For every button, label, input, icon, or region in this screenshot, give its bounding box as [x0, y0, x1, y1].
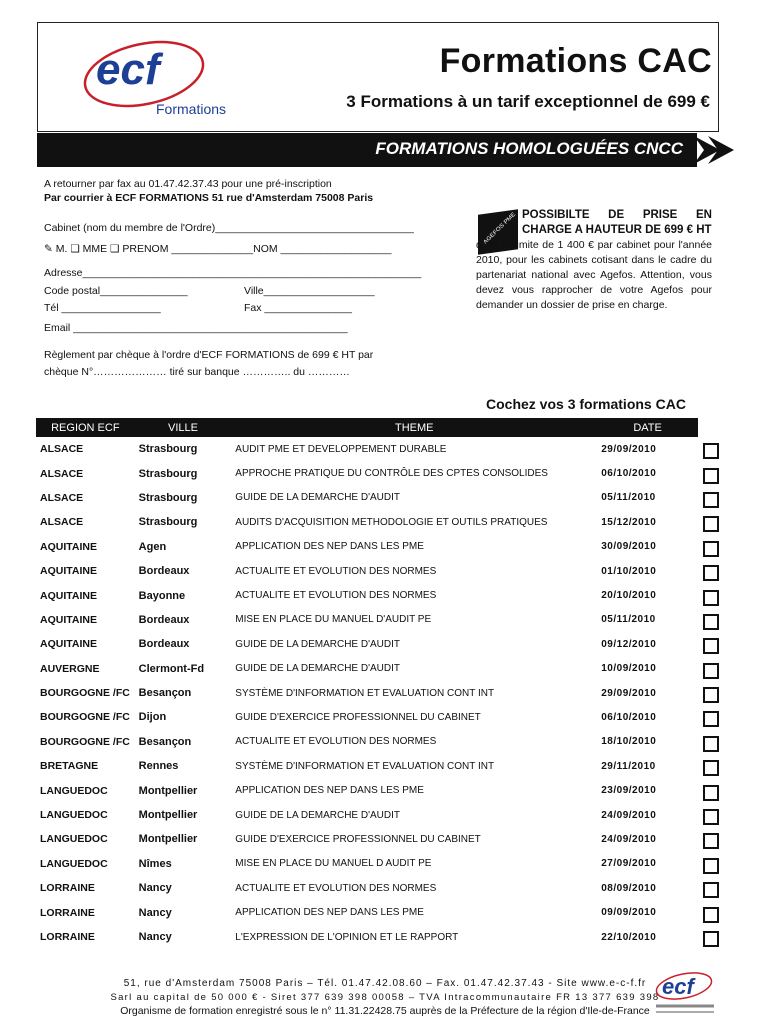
row-date: 30/09/2010 [601, 541, 657, 553]
city-field[interactable]: Ville___________________ [244, 285, 375, 297]
row-ville: Montpellier [138, 833, 198, 846]
row-ville: Strasbourg [138, 443, 198, 456]
row-theme: MISE EN PLACE DU MANUEL D AUDIT PE [235, 858, 432, 870]
funding-text: dans la limite de 1 400 € par cabinet pour l'année 2010, pour les cabinets cotisant dans le cadre du partenariat national avec Agefos. Attention, vous devez vous rapprocher de votre Agefos pour demander un dossier de prise en charge. [476, 239, 712, 311]
row-theme: MISE EN PLACE DU MANUEL D'AUDIT PE [235, 614, 432, 626]
row-region: BOURGOGNE /FC [40, 711, 130, 724]
row-region: ALSACE [40, 491, 84, 504]
row-ville: Montpellier [138, 784, 198, 797]
instruction-mail: Par courrier à ECF FORMATIONS 51 rue d'Amsterdam 75008 Paris [44, 192, 374, 204]
row-region: BOURGOGNE /FC [40, 735, 130, 748]
row-region: LANGUEDOC [40, 857, 108, 870]
table-row [36, 900, 698, 924]
select-checkbox[interactable] [703, 833, 719, 849]
row-date: 20/10/2010 [601, 590, 657, 602]
row-date: 29/11/2010 [601, 760, 656, 772]
row-region: AQUITAINE [40, 589, 97, 602]
address-field[interactable]: Adresse__________________________________________________________ [44, 267, 422, 279]
row-theme: GUIDE DE LA DEMARCHE D'AUDIT [235, 492, 401, 504]
row-region: LORRAINE [40, 931, 95, 943]
row-ville: Bordeaux [138, 613, 190, 626]
row-region: AQUITAINE [40, 565, 97, 578]
col-date: DATE [597, 418, 698, 437]
page-subtitle: 3 Formations à un tarif exceptionnel de 699 € [346, 92, 710, 111]
footer-address: 51, rue d'Amsterdam 75008 Paris – Tél. 01.47.42.08.60 – Fax. 01.47.42.37.43 - Site www.e-c-f.fr [123, 978, 647, 989]
row-region: LANGUEDOC [40, 784, 108, 797]
civility-name-field[interactable] [44, 241, 392, 258]
phone-field[interactable]: Tél _________________ [44, 302, 161, 314]
email-field[interactable]: Email _______________________________________________ [44, 322, 348, 334]
table-row [36, 778, 698, 802]
table-header-row [36, 418, 698, 437]
fax-field[interactable]: Fax _______________ [244, 302, 353, 314]
row-region: BOURGOGNE /FC [40, 687, 130, 700]
row-theme: ACTUALITE ET EVOLUTION DES NORMES [235, 590, 437, 602]
row-date: 09/12/2010 [601, 638, 657, 650]
row-date: 22/10/2010 [601, 931, 657, 943]
row-theme: GUIDE DE LA DEMARCHE D'AUDIT [235, 638, 401, 650]
select-checkbox[interactable] [703, 687, 719, 703]
select-checkbox[interactable] [703, 858, 719, 874]
row-theme: ACTUALITE ET EVOLUTION DES NORMES [235, 565, 437, 577]
row-date: 10/09/2010 [601, 663, 657, 675]
row-theme: APPLICATION DES NEP DANS LES PME [235, 541, 424, 553]
table-row [36, 754, 698, 778]
select-checkbox[interactable] [703, 882, 719, 898]
row-ville: Rennes [138, 760, 179, 773]
select-checkbox[interactable] [703, 443, 719, 459]
row-ville: Nancy [138, 931, 172, 943]
table-row [36, 632, 698, 656]
payment-line-2[interactable]: chèque N°………………… tiré sur banque ………….. du ………… [44, 366, 350, 378]
row-date: 24/09/2010 [601, 833, 657, 845]
row-ville: Bordeaux [138, 565, 190, 578]
row-theme: GUIDE DE LA DEMARCHE D'AUDIT [235, 663, 401, 675]
select-checkbox[interactable] [703, 760, 719, 776]
row-date: 06/10/2010 [601, 468, 657, 480]
row-theme: GUIDE DE LA DEMARCHE D'AUDIT [235, 809, 401, 821]
row-date: 06/10/2010 [601, 711, 657, 723]
select-checkbox[interactable] [703, 638, 719, 654]
select-checkbox[interactable] [703, 931, 719, 947]
row-region: AUVERGNE [40, 662, 100, 675]
select-checkbox[interactable] [703, 736, 719, 752]
row-theme: APPROCHE PRATIQUE DU CONTRÔLE DES CPTES CONSOLIDES [235, 468, 548, 480]
select-checkbox[interactable] [703, 711, 719, 727]
payment-line-1: Règlement par chèque à l'ordre d'ECF FORMATIONS de 699 € HT par [44, 349, 374, 361]
row-ville: Agen [138, 540, 167, 553]
table-row [36, 437, 698, 461]
row-date: 15/12/2010 [601, 516, 657, 528]
row-ville: Clermont-Fd [138, 662, 205, 675]
table-row [36, 730, 698, 754]
row-ville: Nancy [138, 906, 172, 919]
row-ville: Strasbourg [138, 516, 198, 529]
row-region: AQUITAINE [40, 638, 97, 651]
select-checkbox[interactable] [703, 590, 719, 606]
table-row [36, 461, 698, 485]
table-row [36, 510, 698, 534]
select-checkbox[interactable] [703, 565, 719, 581]
logo-text: ecf [96, 45, 160, 94]
instruction-fax: A retourner par fax au 01.47.42.37.43 pour une pré-inscription [44, 178, 332, 190]
row-theme: GUIDE D'EXERCICE PROFESSIONNEL DU CABINET [235, 833, 481, 845]
select-checkbox[interactable] [703, 516, 719, 532]
table-row [36, 852, 698, 876]
footer-logo-text: ecf [662, 974, 694, 999]
band-label: FORMATIONS HOMOLOGUÉES CNCC [375, 139, 683, 158]
row-theme: L'EXPRESSION DE L'OPINION ET LE RAPPORT [235, 931, 459, 943]
row-ville: Nancy [138, 882, 172, 895]
row-date: 01/10/2010 [601, 565, 657, 577]
row-theme: APPLICATION DES NEP DANS LES PME [235, 907, 424, 919]
row-theme: SYSTÈME D'INFORMATION ET EVALUATION CONT INT [235, 687, 495, 699]
table-row [36, 827, 698, 851]
col-theme: THEME [231, 418, 597, 437]
col-ville: VILLE [135, 418, 232, 437]
select-checkbox[interactable] [703, 809, 719, 825]
row-theme: ACTUALITE ET EVOLUTION DES NORMES [235, 882, 437, 894]
civility-label: M. ❑ MME ❑ PRENOM ______________NOM ___________________ [55, 243, 392, 255]
footer-ecf-logo [650, 968, 720, 1018]
table-row [36, 583, 698, 607]
select-checkbox[interactable] [703, 492, 719, 508]
footer-registration: Organisme de formation enregistré sous le n° 11.31.22428.75 auprès de la Préfecture de la région d'Ile-de-France [120, 1005, 650, 1017]
row-date: 29/09/2010 [601, 687, 657, 699]
footer-legal: Sarl au capital de 50 000 € - Siret 377 639 398 00058 – TVA Intracommunautaire FR 13 377 639 398 [110, 992, 660, 1003]
row-theme: SYSTÈME D'INFORMATION ET EVALUATION CONT INT [235, 760, 495, 772]
row-region: ALSACE [40, 516, 84, 529]
logo-subtext: Formations [156, 101, 227, 117]
table-row [36, 657, 698, 681]
row-date: 05/11/2010 [601, 614, 656, 626]
arrow-right-icon [690, 130, 734, 170]
select-checkbox[interactable] [703, 907, 719, 923]
row-ville: Strasbourg [138, 491, 198, 504]
table-row [36, 608, 698, 632]
stamp-text: AGEFOS PME [482, 211, 517, 246]
row-ville: Besançon [138, 687, 192, 700]
col-region: REGION ECF [36, 418, 135, 437]
table-row [36, 803, 698, 827]
table-row [36, 925, 698, 949]
select-checkbox[interactable] [703, 785, 719, 801]
select-checkbox[interactable] [703, 468, 719, 484]
table-row [36, 681, 698, 705]
row-region: AQUITAINE [40, 540, 97, 553]
row-date: 23/09/2010 [601, 785, 657, 797]
row-theme: AUDIT PME ET DEVELOPPEMENT DURABLE [235, 443, 447, 455]
select-checkbox[interactable] [703, 541, 719, 557]
training-table [36, 418, 698, 949]
row-date: 05/11/2010 [601, 492, 656, 504]
select-checkbox[interactable] [703, 663, 719, 679]
row-date: 27/09/2010 [601, 858, 657, 870]
row-region: LORRAINE [40, 906, 95, 919]
postal-code-field[interactable]: Code postal_______________ [44, 285, 188, 297]
row-region: BRETAGNE [40, 760, 99, 773]
row-date: 09/09/2010 [601, 907, 657, 919]
row-ville: Besançon [138, 735, 192, 748]
pen-icon: ✎ [44, 243, 53, 255]
row-date: 24/09/2010 [601, 809, 657, 821]
table-row [36, 559, 698, 583]
ecf-logo [82, 28, 242, 120]
cochez-heading: Cochez vos 3 formations CAC [486, 396, 686, 412]
row-ville: Strasbourg [138, 467, 198, 480]
row-ville: Montpellier [138, 809, 198, 822]
row-date: 18/10/2010 [601, 736, 657, 748]
row-region: ALSACE [40, 443, 84, 456]
row-date: 29/09/2010 [601, 443, 657, 455]
funding-heading: POSSIBILTE DE PRISE EN CHARGE A HAUTEUR DE 699 € HT [522, 209, 712, 236]
row-region: LANGUEDOC [40, 809, 108, 822]
row-ville: Bordeaux [138, 638, 190, 651]
table-row [36, 705, 698, 729]
row-theme: AUDITS D'ACQUISITION METHODOLOGIE ET OUTILS PRATIQUES [235, 516, 548, 528]
row-date: 08/09/2010 [601, 882, 657, 894]
funding-info [476, 208, 712, 313]
row-region: AQUITAINE [40, 613, 97, 626]
row-region: LORRAINE [40, 882, 95, 895]
row-theme: APPLICATION DES NEP DANS LES PME [235, 785, 424, 797]
row-region: ALSACE [40, 467, 84, 480]
row-ville: Nîmes [138, 857, 172, 870]
row-ville: Dijon [138, 711, 167, 724]
homologation-band [37, 133, 697, 167]
select-checkbox[interactable] [703, 614, 719, 630]
table-row [36, 876, 698, 900]
row-ville: Bayonne [138, 589, 186, 602]
table-row [36, 486, 698, 510]
row-theme: ACTUALITE ET EVOLUTION DES NORMES [235, 736, 437, 748]
cabinet-field[interactable]: Cabinet (nom du membre de l'Ordre)__________________________________ [44, 222, 414, 234]
row-theme: GUIDE D'EXERCICE PROFESSIONNEL DU CABINET [235, 711, 481, 723]
row-region: LANGUEDOC [40, 833, 108, 846]
page-title: Formations CAC [439, 42, 712, 80]
table-row [36, 535, 698, 559]
